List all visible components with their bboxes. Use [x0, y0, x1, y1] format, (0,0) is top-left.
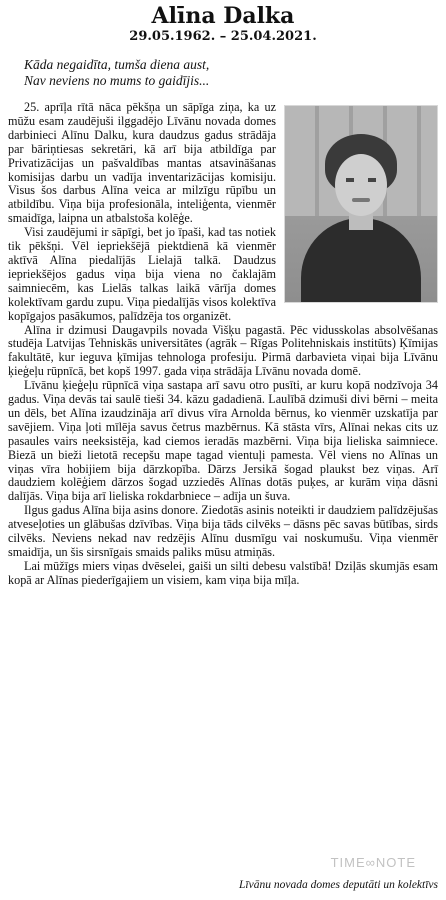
life-dates: 29.05.1962. – 25.04.2021.: [129, 29, 317, 44]
watermark-logo: TIME∞NOTE: [330, 855, 416, 870]
paragraph-6: Lai mūžīgs miers viņas dvēselei, gaiši un silti debesu valstībā! Dziļās skumjās esam kopā ar Alīnas piederīgajiem un visiem, kam viņa bija mīļa.: [8, 558, 438, 587]
page-title: Alīna Dalka: [151, 3, 295, 29]
portrait-photo: [284, 105, 438, 303]
paragraph-1: 25. aprīļa rītā nāca pēkšņa un sāpīga ziņa, ka uz mūžu esam zaudējuši ilggadējo Līvānu novada domes darbinieci Alīnu Dalku, kura daudzus gadus strādāja par bāriņtiesas sekretāri, kā arī bija atbildīga par Privatizācijas un pašvaldības mantas atsavināšanas komisijas darbu un vadīja inventarizācijas komisiju. Visus šos darbus Alīna veica ar milzīgu rūpību un atbildību. Viņa bija profesionāla, inteliģenta, vienmēr smaidīga, laipna un atbalstoša kolēģe.: [8, 100, 276, 226]
paragraph-4: Līvānu ķieģeļu rūpnīcā viņa sastapa arī savu otro pusīti, ar kuru kopā nodzīvoja 34 gadus. Viņa devās tai saulē tieši 34. kāzu gadadienā. Laulībā dzimuši divi bērni – meita un dēls, bet Alīna izaudzināja arī divus vīra Arnolda bērnus, ko vienmēr uzskatīja par savējiem. Viņa ļoti mīlēja savus četrus mazbērnus. Kā stāsta vīrs, Alīnai nekas cits uz pasaules vairs neeksistēja, kad ciemos ieradās mazbērni. Viņa bija lieliska saimniece. Biezā un bieži lietotā recepšu mape tagad vientuļi pamesta. Vēl viens no Alīnas un viņas vīra hobijiem bija dārzkopība. Dārzs Jersikā šogad plaukst bez viņas. Arī daudziem kolēģiem dārzos šogad uzziedēs Alīnas dotās puķes, ar kurām viņa dāsni dalījās. Viņa bija arī lieliska rokdarbniece – adīja un šuva.: [8, 378, 438, 504]
epigraph: [24, 57, 438, 89]
paragraph-5: Ilgus gadus Alīna bija asins donore. Ziedotās asinis noteikti ir daudziem palīdzējušas atveseļoties un glābušas dzīvības. Viņa bija tāds cilvēks – dāsns pēc savas būtības, sirds cilvēks. Neviens nekad nav redzējis Alīnu dusmīgu vai noskumušu. Viņa vienmēr smaidīja, un šis sirsnīgais smaids paliks mūsu atmiņās.: [8, 503, 438, 559]
paragraph-3: Alīna ir dzimusi Daugavpils novada Višķu pagastā. Pēc vidusskolas absolvēšanas studēja Latvijas Tehniskās universitātes (agrāk – Rīgas Politehniskais institūts) Ķīmijas fakultātē, kur ieguva ķīmijas tehnologa profesiju. Pirmā darbavieta viņai bija Līvānu ķieģeļu rūpnīcā, bet kopš 1997. gada viņa strādāja Līvānu novada domē.: [8, 322, 438, 379]
obituary-text: [8, 101, 438, 588]
epigraph-line-2: Nav neviens no mums to gaidījis...: [24, 73, 210, 88]
epigraph-line-1: Kāda negaidīta, tumša diena aust,: [24, 57, 210, 72]
paragraph-2: Visi zaudējumi ir sāpīgi, bet jo īpaši, kad tas notiek tik pēkšņi. Vēl iepriekšējā piektdienā kā vienmēr aktīvā Alīna piedalījās Lielajā talkā. Daudzus iepriekšējos gadus viņa bija viena no čaklajām saimniecēm, kas Lielās talkas laikā vārīja domes kolektīvam gardu zupu. Viņa piedalījās visos kolektīva kopīgajos pasākumos, palīdzēja tos organizēt.: [8, 225, 276, 323]
signature: Līvānu novada domes deputāti un kolektīvs: [239, 879, 438, 891]
